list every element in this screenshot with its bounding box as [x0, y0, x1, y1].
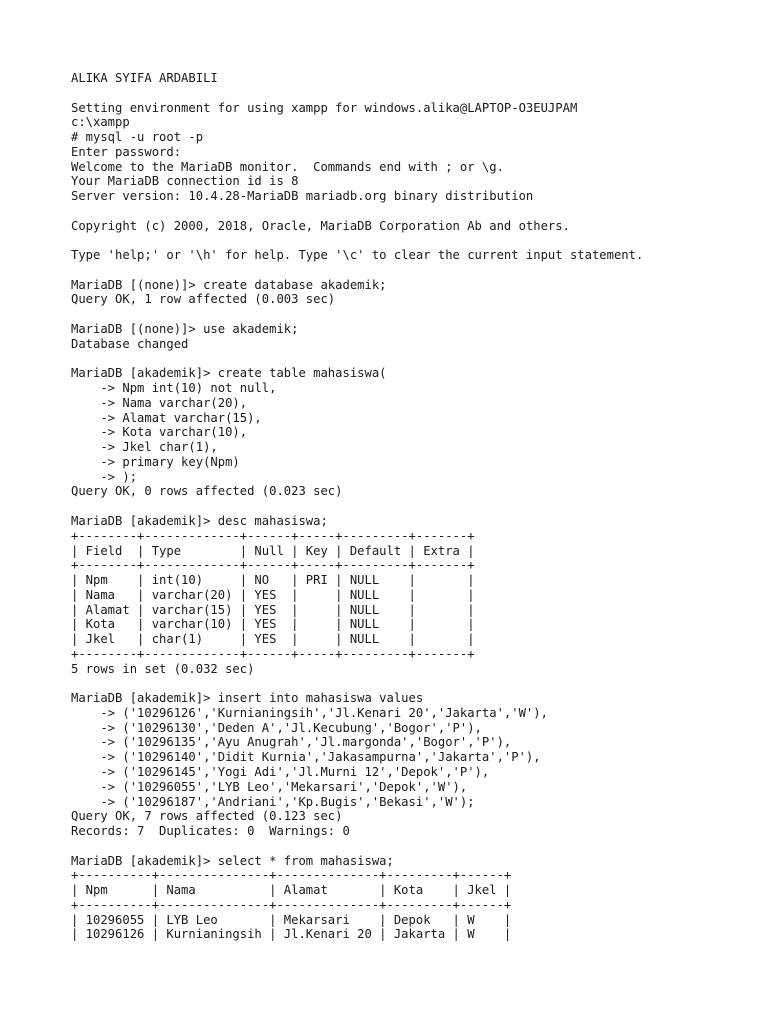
transcript-line: | Npm | int(10) | NO | PRI | NULL | | — [71, 573, 475, 588]
transcript-line: -> Kota varchar(10), — [71, 425, 248, 440]
transcript-line: -> Alamat varchar(15), — [71, 410, 262, 425]
transcript-line: -> ('10296126','Kurnianingsih','Jl.Kenari 20','Jakarta','W'), — [71, 705, 548, 720]
transcript-line: | Jkel | char(1) | YES | | NULL | | — [71, 632, 475, 647]
blank-line — [71, 499, 643, 514]
transcript-line: -> primary key(Npm) — [71, 454, 240, 469]
transcript-line: | Kota | varchar(10) | YES | | NULL | | — [71, 617, 475, 632]
transcript-line: Setting environment for using xampp for windows.alika@LAPTOP-O3EUJPAM — [71, 100, 578, 115]
blank-line — [71, 233, 643, 248]
transcript-line: | Nama | varchar(20) | YES | | NULL | | — [71, 587, 475, 602]
transcript-line: -> ('10296145','Yogi Adi','Jl.Murni 12','Depok','P'), — [71, 764, 490, 779]
transcript-line: | 10296055 | LYB Leo | Mekarsari | Depok | W | — [71, 912, 512, 927]
transcript-line: -> ); — [71, 469, 138, 484]
transcript-line: -> Jkel char(1), — [71, 440, 218, 455]
blank-line — [71, 307, 643, 322]
transcript-line: -> Npm int(10) not null, — [71, 381, 277, 396]
transcript-line: -> ('10296055','LYB Leo','Mekarsari','Depok','W'), — [71, 779, 468, 794]
blank-line — [71, 86, 643, 101]
blank-line — [71, 676, 643, 691]
transcript-line: -> ('10296140','Didit Kurnia','Jakasampurna','Jakarta','P'), — [71, 750, 541, 765]
transcript-line: Query OK, 1 row affected (0.003 sec) — [71, 292, 336, 307]
transcript-line: Enter password: — [71, 144, 182, 159]
transcript-line: | Field | Type | Null | Key | Default | Extra | — [71, 543, 475, 558]
transcript-line: MariaDB [(none)]> use akademik; — [71, 322, 299, 337]
transcript-line: | Npm | Nama | Alamat | Kota | Jkel | — [71, 883, 512, 898]
transcript-line: c:\xampp — [71, 115, 130, 130]
transcript-line: Query OK, 0 rows affected (0.023 sec) — [71, 484, 343, 499]
transcript-line: -> ('10296130','Deden A','Jl.Kecubung','Bogor','P'), — [71, 720, 482, 735]
blank-line — [71, 204, 643, 219]
transcript-line: +----------+---------------+--------------+---------+------+ — [71, 868, 512, 883]
transcript-line: 5 rows in set (0.032 sec) — [71, 661, 255, 676]
transcript-line: -> ('10296187','Andriani','Kp.Bugis','Bekasi','W'); — [71, 794, 475, 809]
transcript-line: Welcome to the MariaDB monitor. Commands end with ; or \g. — [71, 159, 504, 174]
transcript-line: MariaDB [(none)]> create database akademik; — [71, 277, 387, 292]
transcript-line: MariaDB [akademik]> insert into mahasiswa values — [71, 691, 424, 706]
transcript-line: Database changed — [71, 336, 189, 351]
transcript-line: Type 'help;' or '\h' for help. Type '\c' to clear the current input statement. — [71, 248, 644, 263]
transcript-line: Query OK, 7 rows affected (0.123 sec) — [71, 809, 343, 824]
transcript-line: +--------+-------------+------+-----+---------+-------+ — [71, 528, 475, 543]
transcript-line: | 10296126 | Kurnianingsih | Jl.Kenari 20 | Jakarta | W | — [71, 927, 512, 942]
transcript-line: -> ('10296135','Ayu Anugrah','Jl.margonda','Bogor','P'), — [71, 735, 512, 750]
transcript-line: ALIKA SYIFA ARDABILI — [71, 71, 218, 85]
terminal-transcript — [71, 71, 643, 942]
transcript-line: +--------+-------------+------+-----+---------+-------+ — [71, 646, 475, 661]
transcript-line: Your MariaDB connection id is 8 — [71, 174, 299, 189]
transcript-line: +----------+---------------+--------------+---------+------+ — [71, 897, 512, 912]
transcript-line: MariaDB [akademik]> desc mahasiswa; — [71, 513, 328, 528]
transcript-line: Copyright (c) 2000, 2018, Oracle, MariaDB Corporation Ab and others. — [71, 218, 570, 233]
transcript-line: # mysql -u root -p — [71, 130, 204, 145]
transcript-line: MariaDB [akademik]> create table mahasiswa( — [71, 366, 387, 381]
transcript-line: Server version: 10.4.28-MariaDB mariadb.org binary distribution — [71, 189, 534, 204]
transcript-line: MariaDB [akademik]> select * from mahasiswa; — [71, 853, 394, 868]
transcript-line: Records: 7 Duplicates: 0 Warnings: 0 — [71, 824, 350, 839]
transcript-line: +--------+-------------+------+-----+---------+-------+ — [71, 558, 475, 573]
blank-line — [71, 839, 643, 854]
blank-line — [71, 263, 643, 278]
transcript-line: -> Nama varchar(20), — [71, 395, 248, 410]
blank-line — [71, 352, 643, 367]
transcript-line: | Alamat | varchar(15) | YES | | NULL | | — [71, 602, 475, 617]
